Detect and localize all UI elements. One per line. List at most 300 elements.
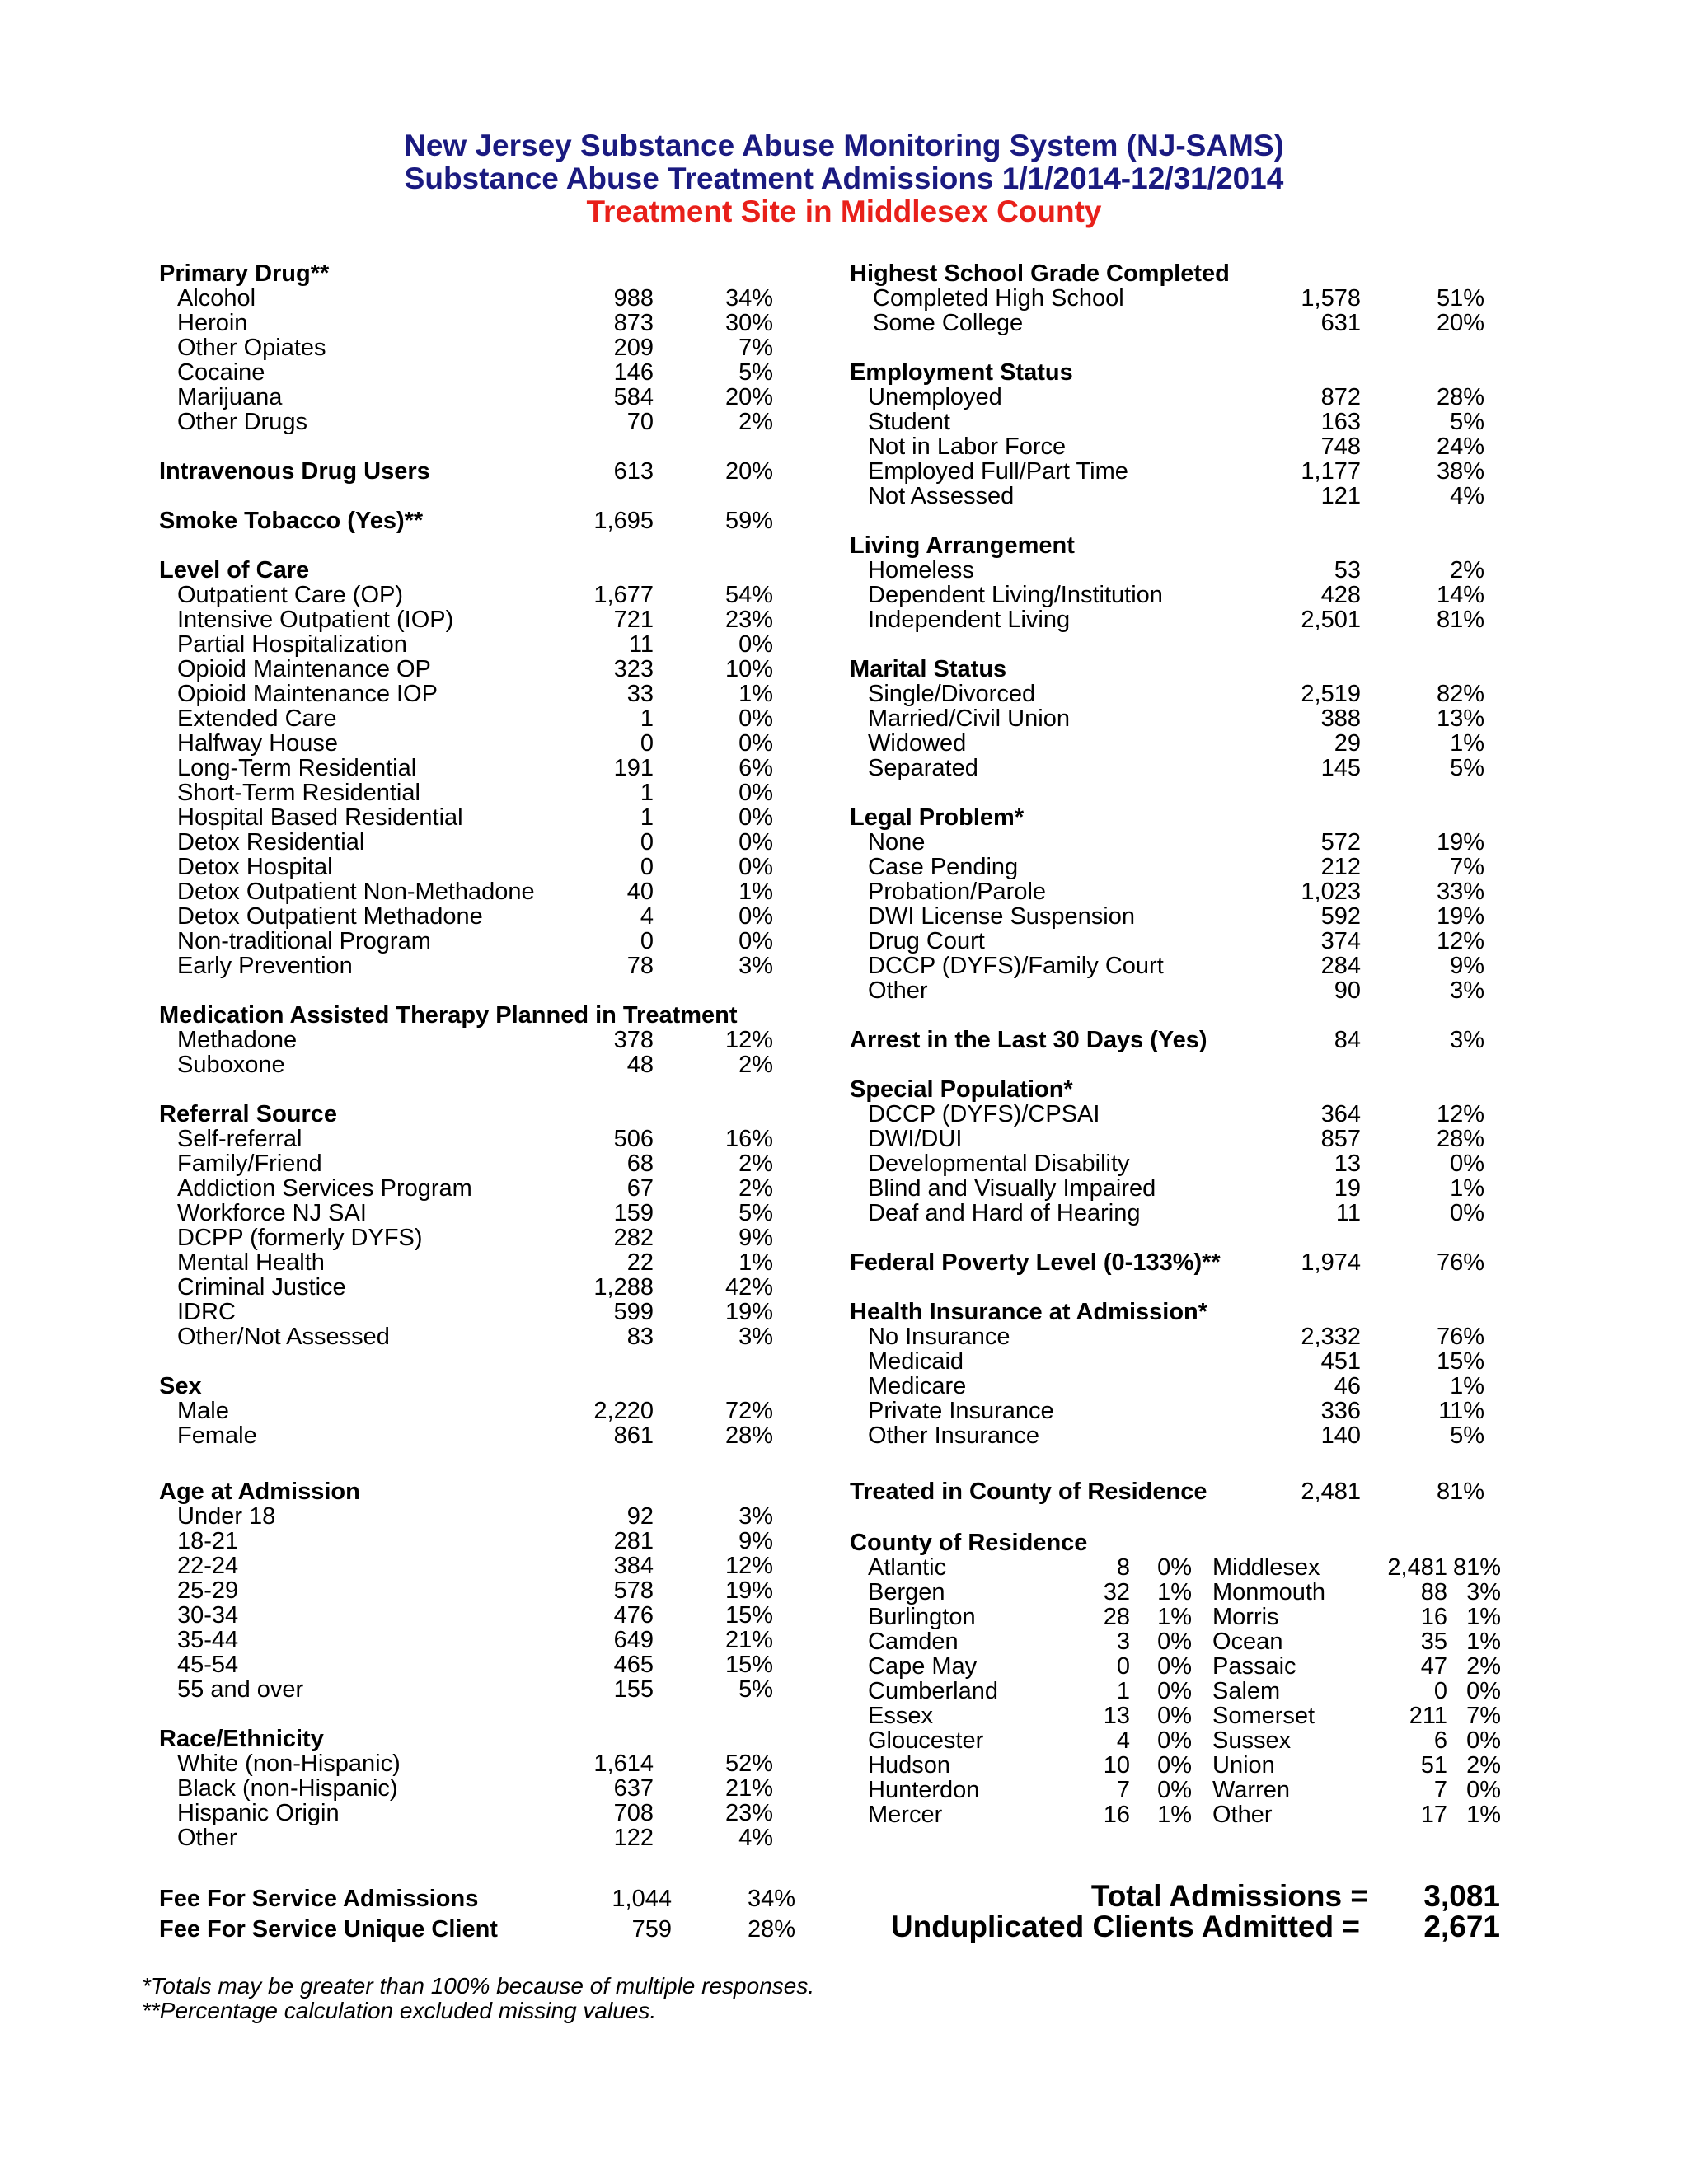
row-label: Heroin bbox=[177, 310, 248, 336]
data-row-hospital-based-residential bbox=[159, 805, 785, 830]
row-label: Workforce NJ SAI bbox=[177, 1200, 367, 1226]
row-label: Partial Hospitalization bbox=[177, 631, 407, 658]
county-count: 2,481 bbox=[1387, 1554, 1447, 1581]
row-label: Alcohol bbox=[177, 285, 256, 312]
section-count: 613 bbox=[613, 458, 654, 485]
county-row bbox=[850, 1629, 1501, 1655]
section-spacer bbox=[850, 335, 1493, 360]
row-label: Completed High School bbox=[873, 285, 1124, 312]
county-count: 88 bbox=[1420, 1579, 1447, 1605]
section-title: Special Population* bbox=[850, 1076, 1073, 1103]
row-label: Methadone bbox=[177, 1027, 298, 1053]
section-spacer bbox=[850, 1226, 1493, 1250]
section-spacer bbox=[159, 434, 785, 459]
data-row-black-non-hispanic bbox=[159, 1776, 785, 1801]
row-percent: 4% bbox=[1450, 483, 1484, 509]
data-row-early-prevention bbox=[159, 954, 785, 978]
section-title: Medication Assisted Therapy Planned in Treatment bbox=[159, 1002, 738, 1029]
row-label: Marijuana bbox=[177, 384, 283, 410]
section-spacer bbox=[159, 978, 785, 1003]
row-percent: 0% bbox=[738, 854, 773, 880]
data-row-methadone bbox=[159, 1028, 785, 1052]
row-percent: 28% bbox=[1436, 384, 1484, 410]
row-label: Separated bbox=[868, 755, 978, 781]
county-name: Monmouth bbox=[1212, 1579, 1326, 1605]
row-count: 212 bbox=[1320, 854, 1361, 880]
county-name: Bergen bbox=[868, 1579, 945, 1605]
data-row-mental-health bbox=[159, 1250, 785, 1275]
section-header-health-insurance-at-admission bbox=[850, 1300, 1493, 1324]
row-label: Under 18 bbox=[177, 1503, 276, 1530]
row-count: 506 bbox=[613, 1126, 654, 1152]
footnote-missing-values: **Percentage calculation excluded missing values. bbox=[142, 1998, 657, 2023]
row-label: Mental Health bbox=[177, 1249, 325, 1276]
row-count: 70 bbox=[626, 409, 654, 435]
county-percent: 2% bbox=[1466, 1752, 1501, 1779]
row-percent: 19% bbox=[724, 1577, 773, 1604]
data-row-dccp-dyfs-cpsai bbox=[850, 1102, 1493, 1127]
section-percent: 3% bbox=[1450, 1027, 1484, 1053]
county-count: 0 bbox=[1433, 1678, 1447, 1704]
row-percent: 76% bbox=[1436, 1324, 1484, 1350]
county-percent: 81% bbox=[1452, 1554, 1501, 1581]
data-row-workforce-nj-sai bbox=[159, 1201, 785, 1226]
county-count: 32 bbox=[1103, 1579, 1130, 1605]
row-count: 22 bbox=[626, 1249, 654, 1276]
row-percent: 9% bbox=[1450, 953, 1484, 979]
county-percent: 2% bbox=[1466, 1653, 1501, 1680]
row-count: 68 bbox=[626, 1151, 654, 1177]
data-row-other-insurance bbox=[850, 1423, 1493, 1448]
row-count: 388 bbox=[1320, 705, 1361, 732]
row-percent: 5% bbox=[1450, 1422, 1484, 1449]
data-row-deaf-and-hard-of-hearing bbox=[850, 1201, 1493, 1226]
row-count: 92 bbox=[626, 1503, 654, 1530]
data-row-homeless bbox=[850, 558, 1493, 583]
row-percent: 21% bbox=[724, 1775, 773, 1802]
data-row-other-opiates bbox=[159, 335, 785, 360]
row-label: Detox Outpatient Non-Methadone bbox=[177, 879, 535, 905]
row-label: IDRC bbox=[177, 1299, 236, 1325]
county-row bbox=[850, 1604, 1501, 1630]
county-percent: 0% bbox=[1157, 1703, 1192, 1729]
data-row-opioid-maintenance-op bbox=[159, 657, 785, 682]
data-row-short-term-residential bbox=[159, 780, 785, 805]
row-percent: 42% bbox=[724, 1274, 773, 1301]
row-count: 988 bbox=[613, 285, 654, 312]
row-count: 721 bbox=[613, 607, 654, 633]
row-percent: 14% bbox=[1436, 582, 1484, 608]
row-count: 48 bbox=[626, 1052, 654, 1078]
row-percent: 1% bbox=[738, 681, 773, 707]
data-row-widowed bbox=[850, 731, 1493, 756]
row-count: 861 bbox=[613, 1422, 654, 1449]
row-label: 22-24 bbox=[177, 1553, 239, 1579]
county-name: Burlington bbox=[868, 1604, 976, 1630]
row-percent: 5% bbox=[738, 1200, 773, 1226]
report-title-line3: Treatment Site in Middlesex County bbox=[586, 194, 1102, 228]
row-count: 121 bbox=[1320, 483, 1361, 509]
row-count: 0 bbox=[640, 928, 654, 954]
row-count: 13 bbox=[1334, 1151, 1361, 1177]
row-percent: 2% bbox=[738, 1175, 773, 1202]
report-title-line1: New Jersey Substance Abuse Monitoring System (NJ-SAMS) bbox=[404, 129, 1284, 162]
data-row-blind-and-visually-impaired bbox=[850, 1176, 1493, 1201]
data-row-long-term-residential bbox=[159, 756, 785, 780]
fee-admissions-pct: 34% bbox=[747, 1886, 795, 1912]
row-percent: 12% bbox=[724, 1553, 773, 1579]
county-percent: 1% bbox=[1157, 1802, 1192, 1828]
row-label: Intensive Outpatient (IOP) bbox=[177, 607, 454, 633]
data-row-some-college bbox=[850, 311, 1493, 335]
section-spacer bbox=[159, 1077, 785, 1102]
row-percent: 11% bbox=[1438, 1398, 1484, 1424]
row-label: Long-Term Residential bbox=[177, 755, 417, 781]
data-row-suboxone bbox=[159, 1052, 785, 1077]
row-label: Female bbox=[177, 1422, 257, 1449]
row-label: Detox Hospital bbox=[177, 854, 333, 880]
county-row bbox=[850, 1554, 1501, 1581]
county-row bbox=[850, 1653, 1501, 1680]
data-row-unemployed bbox=[850, 385, 1493, 410]
county-count: 17 bbox=[1420, 1802, 1447, 1828]
row-count: 578 bbox=[613, 1577, 654, 1604]
row-label: 18-21 bbox=[177, 1528, 239, 1554]
section-header-age-at-admission bbox=[159, 1479, 785, 1504]
section-title: Federal Poverty Level (0-133%)** bbox=[850, 1249, 1221, 1276]
row-percent: 9% bbox=[738, 1225, 773, 1251]
row-count: 281 bbox=[613, 1528, 654, 1554]
row-count: 872 bbox=[1320, 384, 1361, 410]
row-percent: 0% bbox=[1450, 1151, 1484, 1177]
row-percent: 12% bbox=[1436, 928, 1484, 954]
row-percent: 0% bbox=[1450, 1200, 1484, 1226]
fee-unique-pct: 28% bbox=[747, 1916, 795, 1943]
row-percent: 24% bbox=[1436, 434, 1484, 460]
row-percent: 2% bbox=[738, 409, 773, 435]
county-percent: 7% bbox=[1466, 1703, 1501, 1729]
row-count: 572 bbox=[1320, 829, 1361, 855]
row-count: 584 bbox=[613, 384, 654, 410]
county-count: 16 bbox=[1103, 1802, 1130, 1828]
row-label: Hospital Based Residential bbox=[177, 804, 463, 831]
county-name: Cumberland bbox=[868, 1678, 998, 1704]
row-label: DWI/DUI bbox=[868, 1126, 963, 1152]
county-name: Cape May bbox=[868, 1653, 978, 1680]
county-row bbox=[850, 1777, 1501, 1803]
row-percent: 34% bbox=[724, 285, 773, 312]
row-label: Employed Full/Part Time bbox=[868, 458, 1128, 485]
section-spacer bbox=[159, 1702, 785, 1727]
row-percent: 5% bbox=[1450, 755, 1484, 781]
county-of-residence bbox=[850, 1530, 1501, 1828]
row-label: Opioid Maintenance IOP bbox=[177, 681, 438, 707]
row-percent: 1% bbox=[738, 879, 773, 905]
row-percent: 15% bbox=[1436, 1348, 1484, 1375]
row-percent: 0% bbox=[738, 705, 773, 732]
row-percent: 72% bbox=[724, 1398, 773, 1424]
section-header-intravenous-drug-users bbox=[159, 459, 785, 484]
row-label: Independent Living bbox=[868, 607, 1071, 633]
data-row-not-in-labor-force bbox=[850, 434, 1493, 459]
row-percent: 51% bbox=[1436, 285, 1484, 312]
row-percent: 15% bbox=[724, 1602, 773, 1629]
data-row-developmental-disability bbox=[850, 1151, 1493, 1176]
row-count: 1,288 bbox=[593, 1274, 654, 1301]
section-header-referral-source bbox=[159, 1102, 785, 1127]
data-row-none bbox=[850, 830, 1493, 855]
row-label: DWI License Suspension bbox=[868, 903, 1135, 930]
row-label: Developmental Disability bbox=[868, 1151, 1130, 1177]
right-column bbox=[850, 261, 1493, 1504]
row-count: 78 bbox=[626, 953, 654, 979]
data-row-non-traditional-program bbox=[159, 929, 785, 954]
row-percent: 5% bbox=[738, 359, 773, 386]
data-row-other bbox=[850, 978, 1493, 1003]
data-row-dccp-dyfs-family-court bbox=[850, 954, 1493, 978]
row-count: 67 bbox=[626, 1175, 654, 1202]
row-count: 29 bbox=[1334, 730, 1361, 757]
county-percent: 0% bbox=[1466, 1678, 1501, 1704]
footnote-multiple-responses: *Totals may be greater than 100% because of multiple responses. bbox=[142, 1973, 815, 1999]
section-header-race-ethnicity bbox=[159, 1727, 785, 1751]
row-label: Cocaine bbox=[177, 359, 265, 386]
row-label: Early Prevention bbox=[177, 953, 353, 979]
county-name: Morris bbox=[1212, 1604, 1279, 1630]
data-row-single-divorced bbox=[850, 682, 1493, 706]
data-row-detox-hospital bbox=[159, 855, 785, 879]
row-count: 599 bbox=[613, 1299, 654, 1325]
data-row-criminal-justice bbox=[159, 1275, 785, 1300]
section-title: Arrest in the Last 30 Days (Yes) bbox=[850, 1027, 1207, 1053]
row-label: Student bbox=[868, 409, 950, 435]
row-label: 55 and over bbox=[177, 1676, 304, 1703]
row-count: 46 bbox=[1334, 1373, 1361, 1399]
section-spacer bbox=[850, 780, 1493, 805]
row-label: Private Insurance bbox=[868, 1398, 1054, 1424]
row-count: 53 bbox=[1334, 557, 1361, 583]
row-count: 1,578 bbox=[1301, 285, 1361, 312]
county-percent: 0% bbox=[1466, 1777, 1501, 1803]
section-title: Highest School Grade Completed bbox=[850, 260, 1230, 287]
section-title: Referral Source bbox=[159, 1101, 337, 1127]
fee-unique-label: Fee For Service Unique Client bbox=[159, 1916, 498, 1943]
county-count: 8 bbox=[1116, 1554, 1130, 1581]
row-percent: 33% bbox=[1436, 879, 1484, 905]
data-row-independent-living bbox=[850, 607, 1493, 632]
row-percent: 23% bbox=[724, 607, 773, 633]
row-count: 122 bbox=[613, 1825, 654, 1851]
row-count: 748 bbox=[1320, 434, 1361, 460]
row-count: 374 bbox=[1320, 928, 1361, 954]
row-label: DCCP (DYFS)/CPSAI bbox=[868, 1101, 1100, 1127]
row-count: 33 bbox=[626, 681, 654, 707]
county-count: 28 bbox=[1103, 1604, 1130, 1630]
section-header-employment-status bbox=[850, 360, 1493, 385]
data-row-self-referral bbox=[159, 1127, 785, 1151]
county-count: 16 bbox=[1420, 1604, 1447, 1630]
data-row-22-24 bbox=[159, 1554, 785, 1578]
row-percent: 82% bbox=[1436, 681, 1484, 707]
report-title-line2: Substance Abuse Treatment Admissions 1/1/2014-12/31/2014 bbox=[404, 162, 1284, 195]
section-header-arrest-in-the-last-30-days-yes bbox=[850, 1028, 1493, 1052]
county-percent: 3% bbox=[1466, 1579, 1501, 1605]
section-header-special-population bbox=[850, 1077, 1493, 1102]
row-label: 30-34 bbox=[177, 1602, 239, 1629]
row-count: 155 bbox=[613, 1676, 654, 1703]
row-percent: 1% bbox=[1450, 1175, 1484, 1202]
county-count: 35 bbox=[1420, 1629, 1447, 1655]
row-count: 0 bbox=[640, 854, 654, 880]
row-percent: 1% bbox=[1450, 730, 1484, 757]
unduplicated-clients-value: 2,671 bbox=[1423, 1910, 1500, 1943]
row-percent: 0% bbox=[738, 780, 773, 806]
county-count: 3 bbox=[1116, 1629, 1130, 1655]
county-name: Somerset bbox=[1212, 1703, 1315, 1729]
row-percent: 2% bbox=[1450, 557, 1484, 583]
row-label: Widowed bbox=[868, 730, 967, 757]
row-count: 145 bbox=[1320, 755, 1361, 781]
row-count: 140 bbox=[1320, 1422, 1361, 1449]
county-name: Ocean bbox=[1212, 1629, 1283, 1655]
row-label: Male bbox=[177, 1398, 229, 1424]
county-count: 51 bbox=[1420, 1752, 1447, 1779]
row-label: Probation/Parole bbox=[868, 879, 1047, 905]
section-spacer bbox=[850, 632, 1493, 657]
row-label: Blind and Visually Impaired bbox=[868, 1175, 1156, 1202]
county-name: Hudson bbox=[868, 1752, 950, 1779]
row-label: Black (non-Hispanic) bbox=[177, 1775, 398, 1802]
row-count: 1 bbox=[640, 804, 654, 831]
row-percent: 4% bbox=[738, 1825, 773, 1851]
fee-admissions-row bbox=[159, 1886, 478, 1913]
section-title: Intravenous Drug Users bbox=[159, 458, 430, 485]
section-count: 2,481 bbox=[1301, 1479, 1361, 1505]
row-count: 1 bbox=[640, 705, 654, 732]
row-label: Drug Court bbox=[868, 928, 985, 954]
row-percent: 23% bbox=[724, 1800, 773, 1826]
data-row-extended-care bbox=[159, 706, 785, 731]
row-count: 1,177 bbox=[1301, 458, 1361, 485]
row-percent: 38% bbox=[1436, 458, 1484, 485]
data-row-probation-parole bbox=[850, 879, 1493, 904]
section-spacer bbox=[159, 533, 785, 558]
data-row-marijuana bbox=[159, 385, 785, 410]
row-count: 0 bbox=[640, 730, 654, 757]
row-count: 1,614 bbox=[593, 1750, 654, 1777]
row-count: 282 bbox=[613, 1225, 654, 1251]
county-count: 13 bbox=[1103, 1703, 1130, 1729]
row-percent: 0% bbox=[738, 631, 773, 658]
row-percent: 16% bbox=[724, 1126, 773, 1152]
row-label: Opioid Maintenance OP bbox=[177, 656, 431, 682]
row-percent: 12% bbox=[1436, 1101, 1484, 1127]
row-label: Family/Friend bbox=[177, 1151, 322, 1177]
row-label: None bbox=[868, 829, 926, 855]
county-row bbox=[850, 1703, 1501, 1729]
row-percent: 0% bbox=[738, 730, 773, 757]
section-count: 1,695 bbox=[593, 508, 654, 534]
row-label: Deaf and Hard of Hearing bbox=[868, 1200, 1141, 1226]
row-percent: 12% bbox=[724, 1027, 773, 1053]
left-column bbox=[159, 261, 785, 1850]
data-row-idrc bbox=[159, 1300, 785, 1324]
row-label: Extended Care bbox=[177, 705, 337, 732]
section-percent: 76% bbox=[1436, 1249, 1484, 1276]
data-row-45-54 bbox=[159, 1652, 785, 1677]
row-count: 592 bbox=[1320, 903, 1361, 930]
row-percent: 7% bbox=[1450, 854, 1484, 880]
county-percent: 0% bbox=[1157, 1653, 1192, 1680]
row-percent: 0% bbox=[738, 804, 773, 831]
data-row-dependent-living-institution bbox=[850, 583, 1493, 607]
fee-unique-row bbox=[159, 1916, 498, 1943]
row-count: 191 bbox=[613, 755, 654, 781]
row-count: 11 bbox=[1335, 1200, 1361, 1226]
data-row-cocaine bbox=[159, 360, 785, 385]
data-row-dcpp-formerly-dyfs bbox=[159, 1226, 785, 1250]
section-percent: 81% bbox=[1436, 1479, 1484, 1505]
row-percent: 52% bbox=[724, 1750, 773, 1777]
data-row-35-44 bbox=[159, 1628, 785, 1652]
data-row-female bbox=[159, 1423, 785, 1448]
data-row-intensive-outpatient-iop bbox=[159, 607, 785, 632]
county-percent: 1% bbox=[1157, 1579, 1192, 1605]
county-count: 6 bbox=[1433, 1727, 1447, 1754]
data-row-other bbox=[159, 1825, 785, 1850]
county-header bbox=[850, 1530, 1493, 1555]
row-count: 0 bbox=[640, 829, 654, 855]
section-count: 1,974 bbox=[1301, 1249, 1361, 1276]
section-title: Legal Problem* bbox=[850, 804, 1025, 831]
county-row bbox=[850, 1802, 1501, 1828]
row-percent: 3% bbox=[738, 1324, 773, 1350]
row-count: 384 bbox=[613, 1553, 654, 1579]
row-label: Suboxone bbox=[177, 1052, 285, 1078]
row-label: Short-Term Residential bbox=[177, 780, 420, 806]
row-label: Halfway House bbox=[177, 730, 339, 757]
row-label: Self-referral bbox=[177, 1126, 302, 1152]
section-spacer bbox=[850, 1448, 1493, 1473]
row-count: 428 bbox=[1320, 582, 1361, 608]
row-label: Some College bbox=[873, 310, 1024, 336]
section-header-sex bbox=[159, 1374, 785, 1399]
row-label: 25-29 bbox=[177, 1577, 239, 1604]
row-percent: 30% bbox=[724, 310, 773, 336]
section-header-smoke-tobacco-yes bbox=[159, 509, 785, 533]
data-row-male bbox=[159, 1399, 785, 1423]
row-label: Other Opiates bbox=[177, 335, 326, 361]
data-row-detox-residential bbox=[159, 830, 785, 855]
row-percent: 54% bbox=[724, 582, 773, 608]
section-header-primary-drug bbox=[159, 261, 785, 286]
section-header-highest-school-grade-completed bbox=[850, 261, 1493, 286]
row-count: 364 bbox=[1320, 1101, 1361, 1127]
section-spacer bbox=[850, 1052, 1493, 1077]
data-row-under-18 bbox=[159, 1504, 785, 1529]
section-title: Employment Status bbox=[850, 359, 1073, 386]
data-row-married-civil-union bbox=[850, 706, 1493, 731]
row-label: Medicare bbox=[868, 1373, 967, 1399]
row-percent: 3% bbox=[738, 953, 773, 979]
section-title: Level of Care bbox=[159, 557, 310, 583]
section-title: Race/Ethnicity bbox=[159, 1726, 324, 1752]
row-count: 631 bbox=[1320, 310, 1361, 336]
county-title: County of Residence bbox=[850, 1530, 1088, 1556]
data-row-medicare bbox=[850, 1374, 1493, 1399]
row-percent: 10% bbox=[724, 656, 773, 682]
section-title: Age at Admission bbox=[159, 1479, 360, 1505]
